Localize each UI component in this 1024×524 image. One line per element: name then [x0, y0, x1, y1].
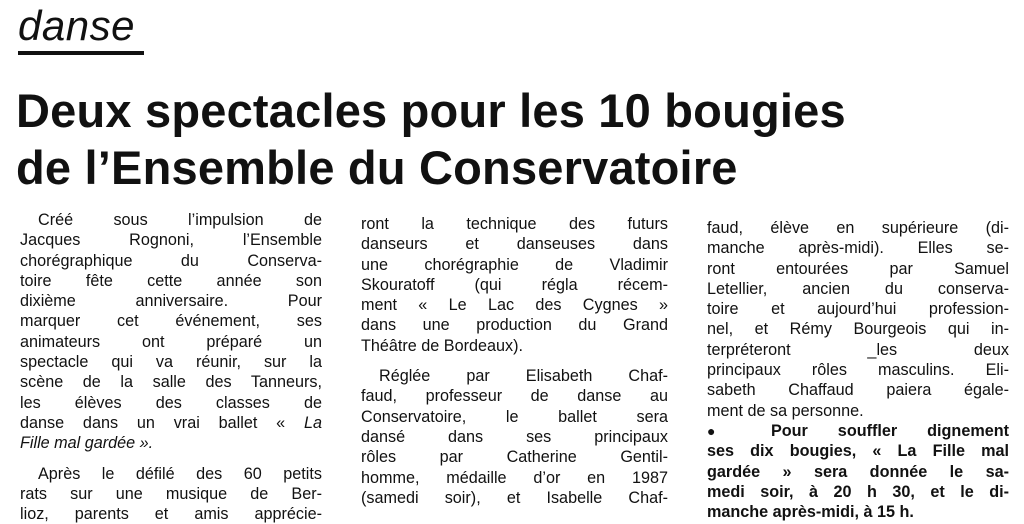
text-line: nel, et Rémy Bourgeois qui in-: [707, 320, 1009, 339]
text-line: ment « Le Lac des Cygnes »: [361, 296, 668, 315]
text-line: dans une production du Grand: [361, 316, 668, 335]
headline: [16, 82, 1016, 196]
bullet-icon: ●: [707, 422, 741, 439]
text-line: danseurs et danseuses dans: [361, 235, 668, 254]
text-line: dixième anniversaire. Pour: [20, 292, 322, 311]
text-line: ront entourées par Samuel: [707, 259, 1009, 278]
text-line: rôles par Catherine Gentil-: [361, 448, 668, 467]
text-line: toire fête cette année son: [20, 271, 322, 290]
section-label: danse: [18, 2, 135, 49]
text-line: Conservatoire, le ballet sera: [361, 407, 668, 426]
text-line: Après le défilé des 60 petits: [38, 464, 322, 483]
text-line: ront la technique des futurs: [361, 215, 668, 233]
text-line: terpréteront _les deux: [707, 340, 1009, 359]
article-column-2: [361, 214, 668, 508]
text-line: faud, professeur de danse au: [361, 387, 668, 406]
headline-line-2: de l’Ensemble du Conservatoire: [16, 141, 738, 194]
text-line: manche après-midi, à 15 h.: [707, 503, 914, 522]
section-underline: [18, 51, 144, 55]
text-line: dansé dans ses principaux: [361, 427, 668, 446]
text-line: faud, élève en supérieure (di-: [707, 219, 1009, 237]
text-line: toire et aujourd’hui profession-: [707, 300, 1009, 319]
paragraph: [20, 464, 322, 524]
paragraph: [361, 366, 668, 508]
text-line: marquer cet événement, ses: [20, 312, 322, 331]
text-fragment: Pour souffler dignement: [770, 421, 1009, 440]
text-line: manche après-midi). Elles se-: [707, 239, 1009, 258]
text-line: Théâtre de Bordeaux).: [361, 336, 523, 355]
paragraph: [361, 214, 668, 356]
text-line: Créé sous l’impulsion de: [38, 211, 322, 229]
text-line: scène de la salle des Tanneurs,: [20, 373, 322, 392]
text-fragment: danse dans un vrai ballet «: [20, 413, 286, 432]
text-line: rats sur une musique de Ber-: [20, 484, 322, 503]
text-line: gardée » sera donnée le sa-: [707, 462, 1009, 481]
text-line: [20, 413, 322, 433]
text-line: ment de sa personne.: [707, 401, 864, 420]
text-line: homme, médaille d’or en 1987: [361, 468, 668, 487]
text-line: une chorégraphie de Vladimir: [361, 255, 668, 274]
article-column-1: [20, 210, 322, 524]
text-line: Skouratoff (qui régla récem-: [361, 275, 668, 294]
text-line: lioz, parents et amis apprécie-: [20, 505, 322, 524]
text-line: chorégraphique du Conserva-: [20, 251, 322, 270]
text-line: ses dix bougies, « La Fille mal: [707, 442, 1009, 461]
text-line: principaux rôles masculins. Eli-: [707, 361, 1009, 380]
closing-paragraph: [707, 421, 1009, 522]
ballet-title: Fille mal gardée ».: [20, 434, 154, 453]
text-line: sabeth Chaffaud paiera égale-: [707, 381, 1009, 400]
paragraph: [20, 210, 322, 454]
article-column-3: [707, 218, 1009, 522]
text-line: Réglée par Elisabeth Chaf-: [379, 367, 668, 386]
text-line: spectacle qui va réunir, sur la: [20, 353, 322, 372]
paragraph: [707, 218, 1009, 421]
text-line: animateurs ont préparé un: [20, 332, 322, 351]
text-line: (samedi soir), et Isabelle Chaf-: [361, 488, 668, 507]
text-line: Jacques Rognoni, l’Ensemble: [20, 231, 322, 250]
headline-line-1: Deux spectacles pour les 10 bougies: [16, 84, 846, 137]
text-line: [707, 421, 1009, 441]
text-line: les élèves des classes de: [20, 393, 322, 412]
text-line: Letellier, ancien du conserva-: [707, 279, 1009, 298]
text-line: medi soir, à 20 h 30, et le di-: [707, 482, 1009, 501]
ballet-title: La: [304, 413, 323, 432]
